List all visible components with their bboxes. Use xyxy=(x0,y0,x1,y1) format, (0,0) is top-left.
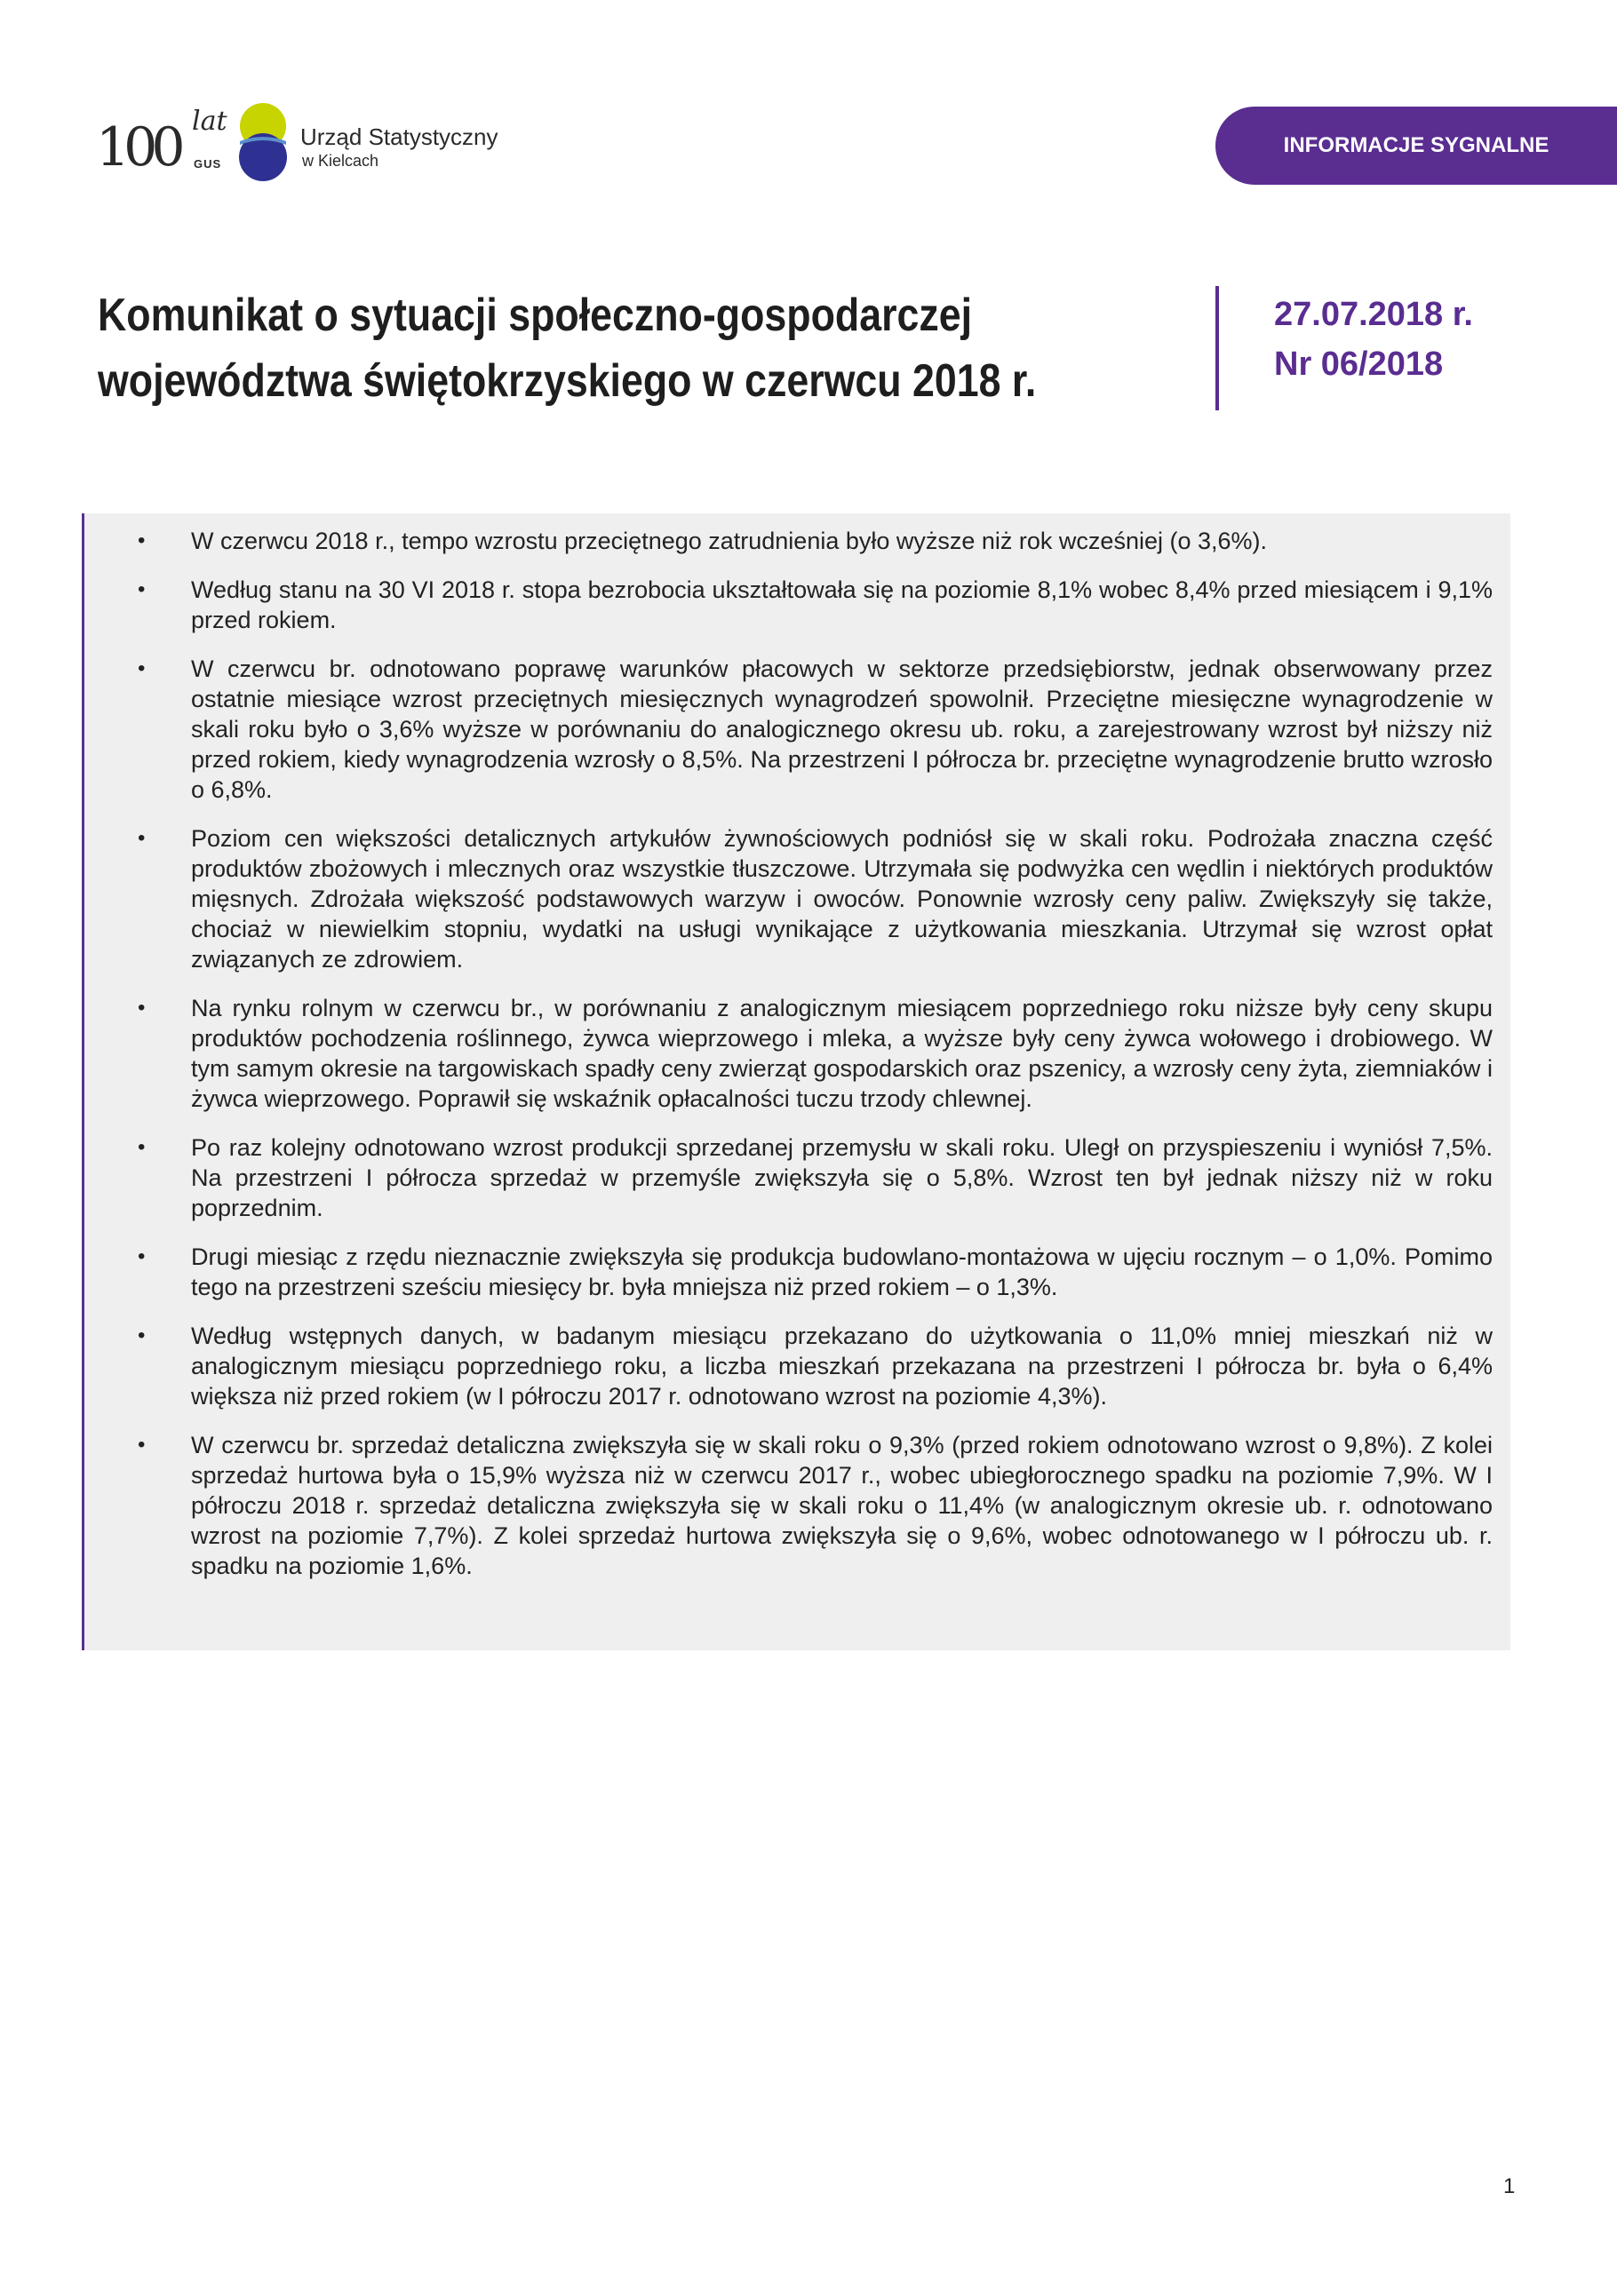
summary-item xyxy=(138,526,1493,556)
title-line-2: województwa świętokrzyskiego w czerwcu 2018 r. xyxy=(98,355,1037,407)
bullet-icon: • xyxy=(138,577,146,601)
logo-mark-icon xyxy=(236,102,290,182)
summary-text: W czerwcu br. sprzedaż detaliczna zwiększyła się w skali roku o 9,3% (przed rokiem odnotowano wzrost o 9,8%). Z kolei sprzedaż hurtowa była o 15,9% wyższa niż w czerwcu 2017 r., wobec ubiegłorocznego spadku na poziomie 7,9%. W I półroczu 2018 r. sprzedaż detaliczna zwiększyła się w skali roku o 11,4% (w analogicznym okresie ub. r. odnotowano wzrost na poziomie 7,7%). Z kolei sprzedaż hurtowa zwiększyła się o 9,6%, wobec odnotowanego w I półroczu ub. r. spadku na poziomie 1,6%. xyxy=(191,1432,1493,1579)
information-badge: INFORMACJE SYGNALNE xyxy=(1215,107,1617,185)
header-divider xyxy=(1215,286,1219,410)
bullet-icon: • xyxy=(138,996,146,1020)
summary-text: Po raz kolejny odnotowano wzrost produkcji sprzedanej przemysłu w skali roku. Uległ on przyspieszeniu i wyniósł 7,5%. Na przestrzeni I półrocza sprzedaż w przemyśle zwiększyła się o 5,8%. Wzrost ten był jednak niższy niż w roku poprzednim. xyxy=(191,1134,1493,1221)
release-date: 27.07.2018 r. xyxy=(1274,296,1473,333)
bullet-icon: • xyxy=(138,1135,146,1159)
summary-item xyxy=(138,993,1493,1114)
summary-item xyxy=(138,1321,1493,1411)
summary-text: Poziom cen większości detalicznych artykułów żywnościowych podniósł się w skali roku. Podrożała znaczna część produktów zbożowych i mlecznych oraz wszystkie tłuszczowe. Utrzymała się podwyżka cen wędlin i niektórych produktów mięsnych. Zdrożała większość podstawowych warzyw i owoców. Ponownie wzrosły ceny paliw. Zwiększyły się także, chociaż w niewielkim stopniu, wydatki na usługi wynikające z użytkowania mieszkania. Utrzymał się wzrost opłat związanych ze zdrowiem. xyxy=(191,825,1493,973)
bullet-icon: • xyxy=(138,1433,146,1457)
summary-box xyxy=(82,513,1510,1650)
bullet-icon: • xyxy=(138,826,146,850)
page-number: 1 xyxy=(1503,2174,1516,2198)
logo-centenary-number: 100 xyxy=(96,116,179,179)
summary-item xyxy=(138,575,1493,635)
summary-item xyxy=(138,654,1493,805)
logo-org-name-line2: w Kielcach xyxy=(302,152,379,170)
summary-item xyxy=(138,823,1493,974)
logo-centenary-word: lat xyxy=(192,106,227,137)
bullet-icon: • xyxy=(138,1244,146,1268)
title-line-1: Komunikat o sytuacji społeczno-gospodarczej xyxy=(98,290,973,341)
bullet-icon: • xyxy=(138,656,146,680)
bullet-icon: • xyxy=(138,528,146,552)
logo-centenary-org: GUS xyxy=(194,157,222,171)
summary-item xyxy=(138,1132,1493,1223)
summary-text: Drugi miesiąc z rzędu nieznacznie zwiększyła się produkcja budowlano-montażowa w ujęciu rocznym – o 1,0%. Pomimo tego na przestrzeni sześciu miesięcy br. była mniejsza niż przed rokiem – o 1,3%. xyxy=(191,1243,1493,1300)
summary-text: W czerwcu br. odnotowano poprawę warunków płacowych w sektorze przedsiębiorstw, jednak obserwowany przez ostatnie miesiące wzrost przeciętnych miesięcznych wynagrodzeń spowolnił. Przeciętne miesięczne wynagrodzenie w skali roku było o 3,6% wyższe w porównaniu do analogicznego okresu ub. roku, a zarejestrowany wzrost był niższy niż przed rokiem, kiedy wynagrodzenia wzrosły o 8,5%. Na przestrzeni I półrocza br. przeciętne wynagrodzenie brutto wzrosło o 6,8%. xyxy=(191,655,1493,803)
logo xyxy=(96,102,505,191)
summary-text: Według wstępnych danych, w badanym miesiącu przekazano do użytkowania o 11,0% mniej mieszkań niż w analogicznym miesiącu poprzedniego roku, a liczba mieszkań przekazana na przestrzeni I półrocza br. była o 6,4% większa niż przed rokiem (w I półroczu 2017 r. odnotowano wzrost na poziomie 4,3%). xyxy=(191,1323,1493,1410)
summary-list xyxy=(138,526,1493,1581)
issue-number: Nr 06/2018 xyxy=(1274,346,1444,383)
summary-text: Na rynku rolnym w czerwcu br., w porównaniu z analogicznym miesiącem poprzedniego roku niższe były ceny skupu produktów pochodzenia roślinnego, żywca wieprzowego i mleka, a wyższe były ceny żywca wołowego i drobiowego. W tym samym okresie na targowiskach spadły ceny zwierząt gospodarskich oraz pszenicy, a wzrosły ceny żyta, ziemniaków i żywca wieprzowego. Poprawił się wskaźnik opłacalności tuczu trzody chlewnej. xyxy=(191,995,1493,1112)
summary-item xyxy=(138,1430,1493,1581)
summary-item xyxy=(138,1242,1493,1302)
bullet-icon: • xyxy=(138,1323,146,1347)
page-title xyxy=(98,282,1038,414)
summary-text: W czerwcu 2018 r., tempo wzrostu przeciętnego zatrudnienia było wyższe niż rok wcześniej (o 3,6%). xyxy=(191,528,1268,554)
summary-text: Według stanu na 30 VI 2018 r. stopa bezrobocia ukształtowała się na poziomie 8,1% wobec 8,4% przed miesiącem i 9,1% przed rokiem. xyxy=(191,576,1493,633)
logo-org-name-line1: Urząd Statystyczny xyxy=(300,123,498,150)
